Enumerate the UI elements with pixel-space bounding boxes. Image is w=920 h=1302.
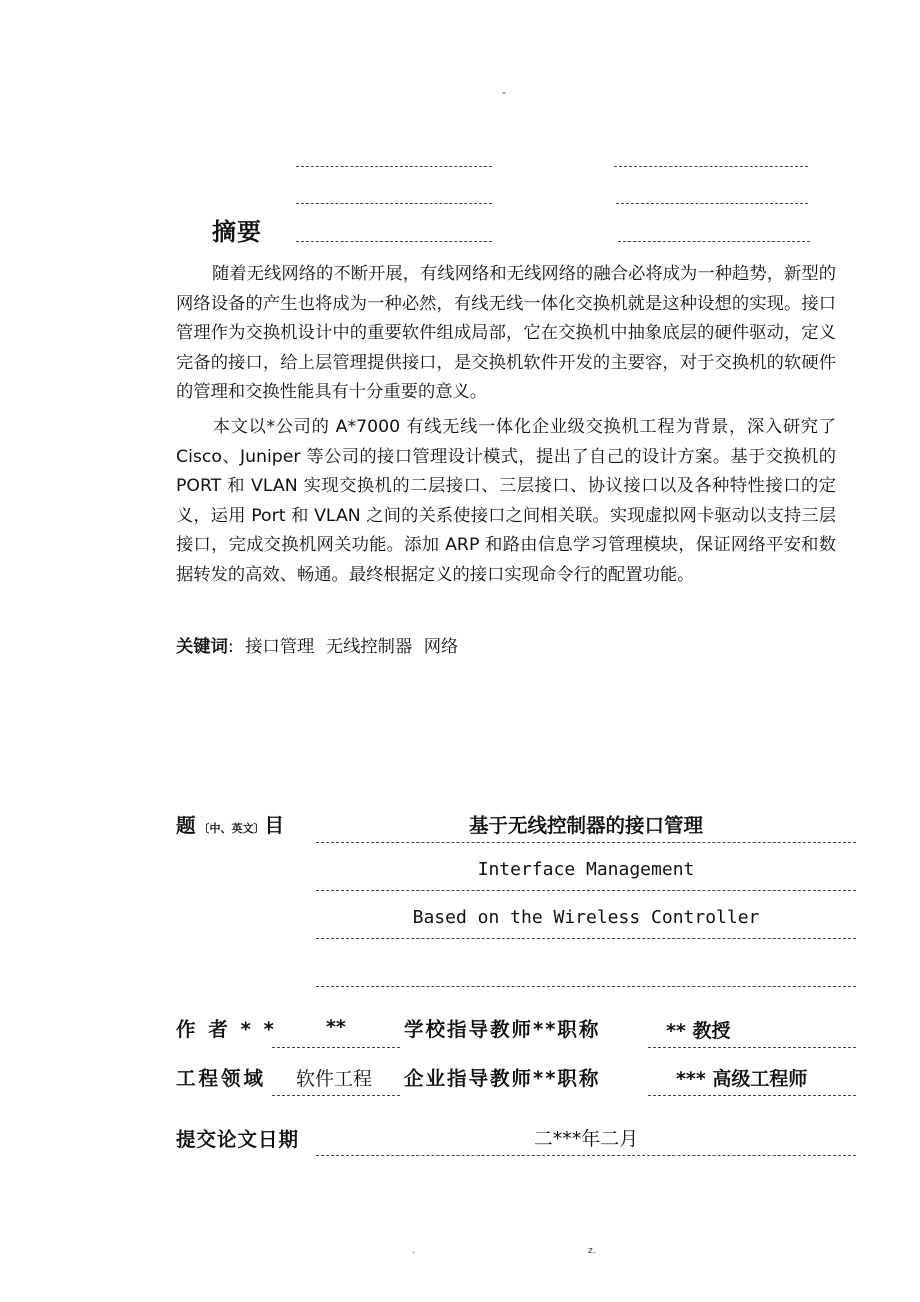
- dashed-rule: [316, 1155, 856, 1156]
- dashed-rule: [648, 1095, 856, 1096]
- abstract-paragraph-1-text: 随着无线网络的不断开展，有线网络和无线网络的融合必将成为一种趋势，新型的网络设备的产生也将成为一种必然，有线无线一体化交换机就是这种设想的实现。接口管理作为交换机设计中的重要软件组成局部，它在交换机中抽象底层的硬件驱动，定义完备的接口，给上层管理提供接口，是交换机软件开发的主要容，对于交换机的软硬件的管理和交换性能具有十分重要的意义。: [176, 264, 836, 402]
- dashed-rule: [616, 203, 808, 204]
- dashed-rule: [296, 203, 492, 204]
- school-advisor-label: 学校指导教师**职称: [404, 1018, 601, 1041]
- company-advisor-label: 企业指导教师**职称: [404, 1067, 601, 1090]
- title-label: [176, 810, 287, 838]
- dashed-rule: [272, 1047, 400, 1048]
- keyword: 接口管理: [245, 637, 315, 657]
- title-label-small: 〔中、英文〕: [198, 822, 265, 835]
- keyword: 网络: [423, 637, 459, 657]
- thesis-title-en-1: Interface Management: [477, 859, 695, 880]
- company-advisor-value: *** 高级工程师: [676, 1068, 808, 1090]
- title-label-b: 目: [264, 814, 288, 837]
- dashed-rule: [316, 842, 856, 843]
- keywords-label: 关键词: [176, 637, 228, 657]
- author-value: **: [326, 1016, 346, 1038]
- dashed-rule: [272, 1095, 400, 1096]
- field-value: 软件工程: [296, 1068, 373, 1090]
- dashed-rule: [316, 938, 856, 939]
- dashed-rule: [296, 166, 492, 167]
- dashed-rule: [614, 166, 808, 167]
- author-label: 作 者 * *: [176, 1018, 277, 1041]
- footer-right-mark: z.: [588, 1246, 596, 1256]
- footer-left-mark: .: [412, 1246, 415, 1256]
- dashed-rule: [316, 890, 856, 891]
- abstract-paragraph-2: [176, 413, 836, 590]
- thesis-title-cn: 基于无线控制器的接口管理: [468, 814, 703, 837]
- keywords-separator: :: [227, 637, 234, 657]
- abstract-paragraph-2-text: 本文以*公司的 A*7000 有线无线一体化企业级交换机工程为背景，深入研究了 Cisco、Juniper 等公司的接口管理设计模式，提出了自己的设计方案。基于交换机的 PORT 和 VLAN 实现交换机的二层接口、三层接口、协议接口以及各种特性接口的定义，运用 Port 和 VLAN 之间的关系使接口之间相关联。实现虚拟网卡驱动以支持三层接口，完成交换机网关功能。添加 ARP 和路由信息学习管理模块，保证网络平安和数据转发的高效、畅通。最终根据定义的接口实现命令行的配置功能。: [176, 417, 837, 585]
- dashed-rule: [296, 241, 492, 242]
- school-advisor-value: ** 教授: [666, 1020, 731, 1042]
- title-label-a: 题: [176, 814, 199, 837]
- field-label: 工程领域: [176, 1067, 267, 1090]
- dashed-rule: [648, 1047, 856, 1048]
- dashed-rule: [316, 986, 856, 987]
- keyword: 无线控制器: [325, 637, 413, 657]
- thesis-title-en-2: Based on the Wireless Controller: [412, 907, 760, 928]
- date-label: 提交论文日期: [176, 1128, 300, 1151]
- header-mark: -: [502, 86, 506, 99]
- abstract-paragraph-1: [176, 260, 836, 408]
- abstract-title: 摘要: [212, 218, 262, 246]
- date-value: 二***年二月: [533, 1128, 639, 1150]
- dashed-rule: [618, 241, 810, 242]
- keywords-line: [176, 632, 458, 657]
